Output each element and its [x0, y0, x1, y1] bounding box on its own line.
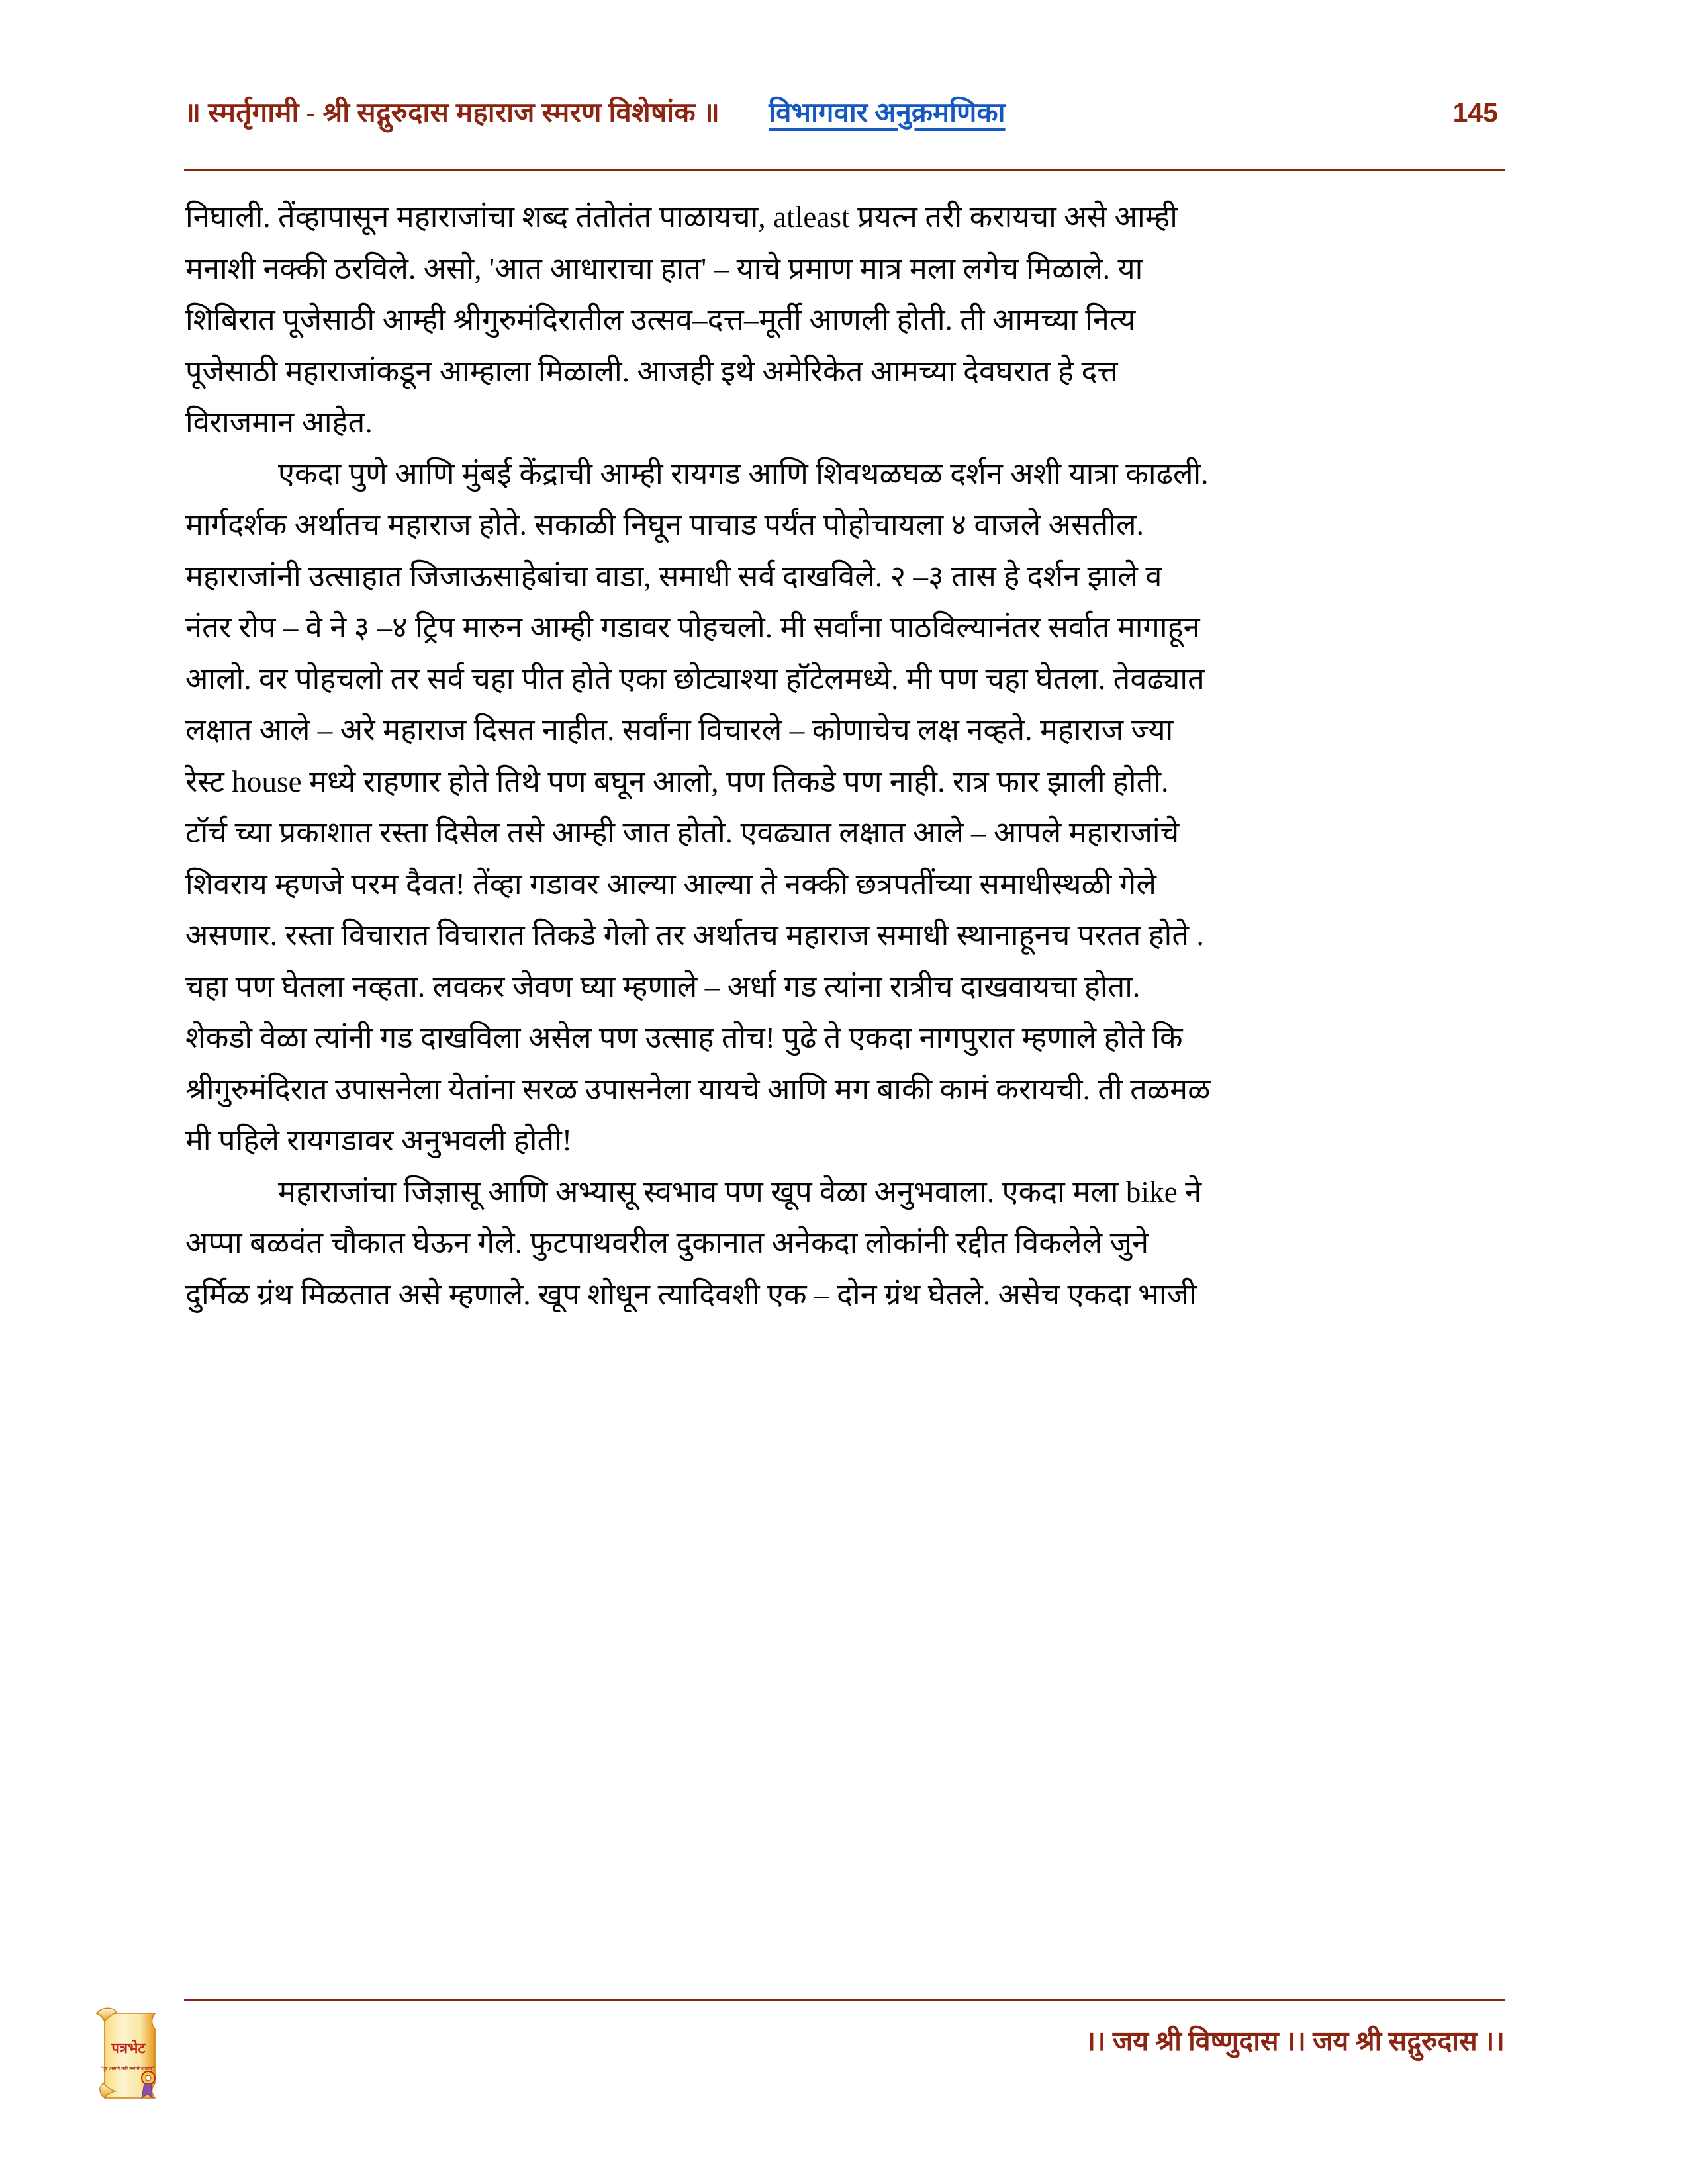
- body-text-column: [185, 192, 1506, 1320]
- body-line: रेस्ट house मध्ये राहणार होते तिथे पण बघून आलो, पण तिकडे पण नाही. रात्र फार झाली होती.: [185, 764, 1169, 798]
- body-line: लक्षात आले – अरे महाराज दिसत नाहीत. सर्वांना विचारले – कोणाचेच लक्ष नव्हते. महाराज ज्या: [185, 713, 1174, 747]
- logo-title-text: पत्रभेट: [111, 2040, 146, 2056]
- logo-tagline-text: "दूर असले तरी मनाने जवळ": [100, 2066, 154, 2071]
- page-number: 145: [1452, 97, 1498, 128]
- body-line: पूजेसाठी महाराजांकडून आम्हाला मिळाली. आजही इथे अमेरिकेत आमच्या देवघरात हे दत्त: [185, 354, 1118, 388]
- body-line: मनाशी नक्की ठरविले. असो, 'आत आधाराचा हात' – याचे प्रमाण मात्र मला लगेच मिळाले. या: [185, 251, 1143, 285]
- patrabhet-scroll-logo: [82, 1999, 165, 2099]
- body-line: अप्पा बळवंत चौकात घेऊन गेले. फुटपाथवरील दुकानात अनेकदा लोकांनी रद्दीत विकलेले जुने: [185, 1226, 1149, 1259]
- body-line: दुर्मिळ ग्रंथ मिळतात असे म्हणाले. खूप शोधून त्यादिवशी एक – दोन ग्रंथ घेतले. असेच एकदा भाजी: [185, 1277, 1197, 1311]
- footer-divider-rule: [184, 1999, 1505, 2001]
- body-line: मार्गदर्शक अर्थातच महाराज होते. सकाळी निघून पाचाड पर्यंत पोहोचायला ४ वाजले असतील.: [185, 508, 1145, 541]
- scroll-icon: [82, 1999, 165, 2099]
- body-line: शेकडो वेळा त्यांनी गड दाखविला असेल पण उत्साह तोच! पुढे ते एकदा नागपुरात म्हणाले होते कि: [185, 1021, 1183, 1054]
- body-line: शिवराय म्हणजे परम दैवत! तेंव्हा गडावर आल्या आल्या ते नक्की छत्रपतींच्या समाधीस्थळी गेले: [185, 867, 1156, 901]
- body-line: महाराजांचा जिज्ञासू आणि अभ्यासू स्वभाव पण खूप वेळा अनुभवाला. एकदा मला bike ने: [278, 1175, 1202, 1208]
- body-line: आलो. वर पोहचलो तर सर्व चहा पीत होते एका छोट्याश्या हॉटेलमध्ये. मी पण चहा घेतला. तेवढ्यात: [185, 662, 1205, 696]
- body-line: असणार. रस्ता विचारात विचारात तिकडे गेलो तर अर्थातच महाराज समाधी स्थानाहूनच परतत होते .: [185, 919, 1204, 952]
- footer-blessing-text: ।। जय श्री विष्णुदास ।। जय श्री सद्गुरुदास ।।: [1085, 2026, 1505, 2056]
- body-line: श्रीगुरुमंदिरात उपासनेला येतांना सरळ उपासनेला यायचे आणि मग बाकी कामं करायची. ती तळमळ: [185, 1072, 1211, 1106]
- body-line: टॉर्च च्या प्रकाशात रस्ता दिसेल तसे आम्ही जात होतो. एवढ्यात लक्षात आले – आपले महाराजांचे: [185, 816, 1180, 849]
- body-line: निघाली. तेंव्हापासून महाराजांचा शब्द तंतोतंत पाळायचा, atleast प्रयत्न तरी करायचा असे आम्ही: [185, 201, 1178, 234]
- body-line: महाराजांनी उत्साहात जिजाऊसाहेबांचा वाडा, समाधी सर्व दाखविले. २ –३ तास हे दर्शन झाले व: [185, 559, 1162, 593]
- body-line: एकदा पुणे आणि मुंबई केंद्राची आम्ही रायगड आणि शिवथळघळ दर्शन अशी यात्रा काढली.: [278, 457, 1209, 490]
- body-line: शिबिरात पूजेसाठी आम्ही श्रीगुरुमंदिरातील उत्सव–दत्त–मूर्ती आणली होती. ती आमच्या नित्य: [185, 303, 1136, 336]
- header-publication-title: ॥ स्मर्तृगामी - श्री सद्गुरुदास महाराज स्मरण विशेषांक ॥: [184, 98, 720, 128]
- body-line: विराजमान आहेत.: [185, 406, 373, 439]
- page-header: [184, 93, 1505, 144]
- body-line: मी पहिले रायगडावर अनुभवली होती!: [185, 1124, 573, 1157]
- body-line: चहा पण घेतला नव्हता. लवकर जेवण घ्या म्हणाले – अर्धा गड त्यांना रात्रीच दाखवायचा होता.: [185, 970, 1141, 1003]
- header-divider-rule: [184, 169, 1505, 171]
- body-line: नंतर रोप – वे ने ३ –४ ट्रिप मारुन आम्ही गडावर पोहचलो. मी सर्वांना पाठविल्यानंतर सर्वात मागाहून: [185, 611, 1200, 644]
- header-index-link[interactable]: विभागवार अनुक्रमणिका: [769, 98, 1006, 128]
